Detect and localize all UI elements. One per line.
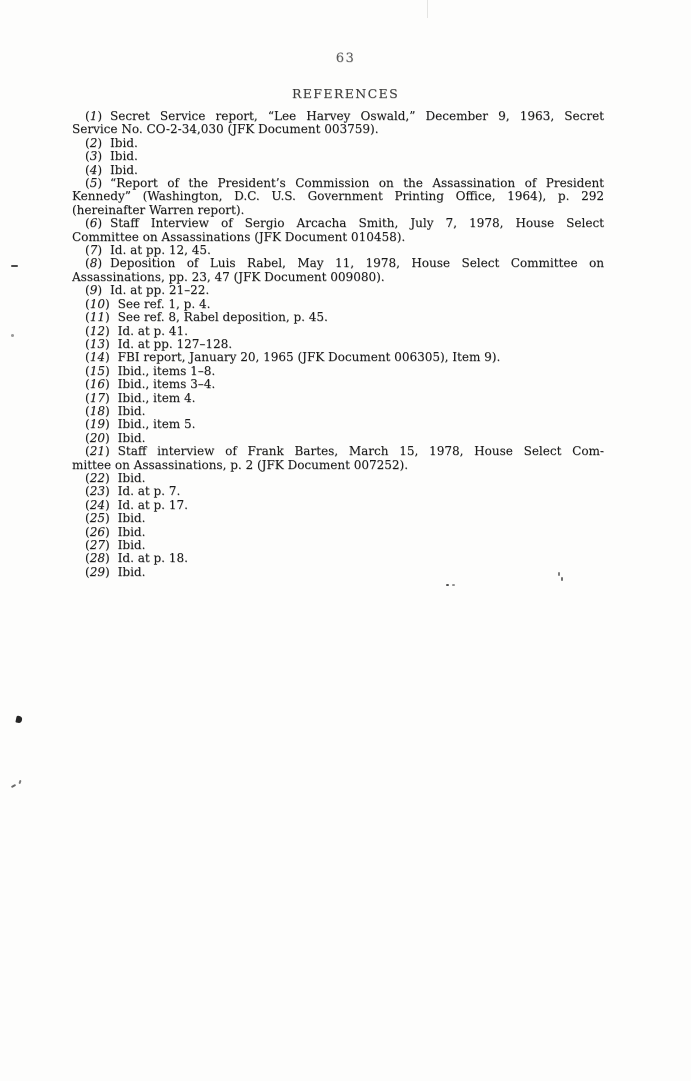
reference-item <box>72 325 604 338</box>
reference-item <box>72 485 604 498</box>
reference-number: (8) <box>85 256 103 271</box>
reference-text: Id. at p. 41. <box>117 323 188 338</box>
reference-item <box>72 512 604 525</box>
reference-text: Id. at pp. 12, 45. <box>110 243 211 258</box>
reference-number: (6) <box>85 216 103 231</box>
reference-line-first <box>72 405 604 418</box>
reference-line-first <box>72 432 604 445</box>
reference-line-first <box>72 378 604 391</box>
reference-number: (29) <box>85 564 110 579</box>
reference-line-first <box>72 284 604 297</box>
reference-number: (16) <box>85 377 110 392</box>
reference-number: (28) <box>85 551 110 566</box>
reference-number: (14) <box>85 350 110 365</box>
reference-item <box>72 499 604 512</box>
scan-speck <box>446 584 449 586</box>
reference-line-first <box>72 244 604 257</box>
reference-line-first <box>72 257 604 270</box>
reference-item <box>72 110 604 137</box>
reference-line-first <box>72 110 604 123</box>
reference-line-continuation: mittee on Assassinations, p. 2 (JFK Document 007252). <box>72 457 409 472</box>
reference-number: (10) <box>85 296 110 311</box>
scan-artifact-line <box>427 0 428 18</box>
references-list <box>72 110 604 579</box>
reference-text: Id. at pp. 127–128. <box>117 336 233 351</box>
reference-text: Ibid. <box>110 149 138 164</box>
scan-speck <box>15 715 22 723</box>
reference-number: (19) <box>85 417 110 432</box>
reference-number: (5) <box>85 176 103 191</box>
reference-line-first <box>72 164 604 177</box>
reference-line-first <box>72 526 604 539</box>
page-number: 63 <box>335 51 356 66</box>
reference-number: (7) <box>85 243 103 258</box>
reference-line-first <box>72 539 604 552</box>
reference-item <box>72 418 604 431</box>
reference-number: (1) <box>85 109 103 123</box>
reference-item <box>72 552 604 565</box>
reference-line-first <box>72 338 604 351</box>
reference-item <box>72 405 604 418</box>
reference-item <box>72 365 604 378</box>
reference-item <box>72 432 604 445</box>
reference-text: Id. at pp. 21–22. <box>110 283 210 298</box>
reference-line-continuation: Committee on Assassinations (JFK Document 010458). <box>72 229 406 244</box>
reference-number: (21) <box>85 444 110 459</box>
reference-item <box>72 298 604 311</box>
reference-text: Ibid., item 4. <box>117 390 196 405</box>
reference-text: Ibid. <box>110 135 138 150</box>
scan-speck <box>11 265 18 267</box>
reference-number: (18) <box>85 403 110 418</box>
reference-number: (2) <box>85 135 103 150</box>
reference-line-continuation: Service No. CO-2-34,030 (JFK Document 003759). <box>72 122 379 137</box>
reference-number: (4) <box>85 162 103 177</box>
reference-number: (26) <box>85 524 110 539</box>
reference-line-first <box>72 351 604 364</box>
reference-text: Ibid., items 1–8. <box>117 363 216 378</box>
reference-text: Staff Interview of Sergio Arcacha Smith, July 7, 1978, House Select <box>110 216 604 231</box>
reference-item <box>72 472 604 485</box>
reference-item <box>72 257 604 284</box>
reference-item <box>72 177 604 217</box>
reference-text: Deposition of Luis Rabel, May 11, 1978, House Select Committee on <box>110 256 604 271</box>
reference-item <box>72 566 604 579</box>
reference-text: Ibid., items 3–4. <box>117 377 216 392</box>
reference-line-first <box>72 150 604 163</box>
reference-number: (3) <box>85 149 103 164</box>
reference-number: (24) <box>85 497 110 512</box>
reference-line-first <box>72 472 604 485</box>
reference-text: Staff interview of Frank Bartes, March 15, 1978, House Select Com- <box>117 444 604 459</box>
reference-item <box>72 392 604 405</box>
reference-text: Ibid. <box>117 538 146 552</box>
reference-item <box>72 338 604 351</box>
reference-item <box>72 137 604 150</box>
reference-item <box>72 217 604 244</box>
reference-line-first <box>72 485 604 498</box>
reference-text: Id. at p. 17. <box>117 497 188 512</box>
reference-text: Ibid., item 5. <box>117 417 196 432</box>
reference-number: (22) <box>85 470 110 485</box>
reference-line-first <box>72 512 604 525</box>
reference-text: Ibid. <box>117 403 146 418</box>
reference-item <box>72 539 604 552</box>
reference-text: Id. at p. 18. <box>117 551 188 566</box>
reference-text: Secret Service report, “Lee Harvey Oswald,” December 9, 1963, Secret <box>110 109 604 123</box>
reference-item <box>72 284 604 297</box>
scan-speck <box>18 780 21 784</box>
reference-item <box>72 378 604 391</box>
reference-text: Ibid. <box>117 430 146 445</box>
reference-text: Id. at p. 7. <box>117 484 181 499</box>
reference-item <box>72 244 604 257</box>
reference-text: Ibid. <box>117 524 146 539</box>
reference-number: (9) <box>85 283 103 298</box>
reference-item <box>72 150 604 163</box>
reference-line-first <box>72 499 604 512</box>
reference-line-first <box>72 418 604 431</box>
reference-line-first <box>72 392 604 405</box>
reference-line-first <box>72 365 604 378</box>
reference-text: Ibid. <box>117 564 146 579</box>
reference-line-continuation: (hereinafter Warren report). <box>72 202 245 217</box>
reference-number: (25) <box>85 511 110 526</box>
reference-line-first <box>72 552 604 565</box>
reference-line-first <box>72 325 604 338</box>
reference-number: (12) <box>85 323 110 338</box>
reference-text: Ibid. <box>117 511 146 526</box>
reference-text: See ref. 8, Rabel deposition, p. 45. <box>117 310 328 325</box>
reference-item <box>72 164 604 177</box>
reference-item <box>72 351 604 364</box>
reference-line-first <box>72 445 604 458</box>
scan-speck <box>11 784 16 788</box>
reference-line-first <box>72 311 604 324</box>
reference-number: (11) <box>85 310 110 325</box>
reference-line-first <box>72 298 604 311</box>
reference-number: (23) <box>85 484 110 499</box>
reference-line-continuation: Assassinations, pp. 23, 47 (JFK Document 009080). <box>72 269 385 284</box>
reference-text: FBI report, January 20, 1965 (JFK Document 006305), Item 9). <box>117 350 501 365</box>
reference-text: See ref. 1, p. 4. <box>117 296 211 311</box>
reference-item <box>72 445 604 472</box>
reference-text: “Report of the President’s Commission on the Assassination of President <box>110 176 604 191</box>
page-title: REFERENCES <box>291 86 400 101</box>
reference-line-first <box>72 566 604 579</box>
reference-item <box>72 526 604 539</box>
scan-speck <box>11 334 14 337</box>
reference-line-continuation: Kennedy” (Washington, D.C. U.S. Government Printing Office, 1964), p. 292 <box>72 189 604 204</box>
reference-number: (17) <box>85 390 110 405</box>
reference-text: Ibid. <box>117 470 146 485</box>
reference-line-first <box>72 137 604 150</box>
reference-text: Ibid. <box>110 162 138 177</box>
reference-line-first <box>72 177 604 190</box>
reference-number: (13) <box>85 336 110 351</box>
reference-item <box>72 311 604 324</box>
reference-number: (27) <box>85 538 110 552</box>
reference-number: (20) <box>85 430 110 445</box>
reference-number: (15) <box>85 363 110 378</box>
reference-line-first <box>72 217 604 230</box>
